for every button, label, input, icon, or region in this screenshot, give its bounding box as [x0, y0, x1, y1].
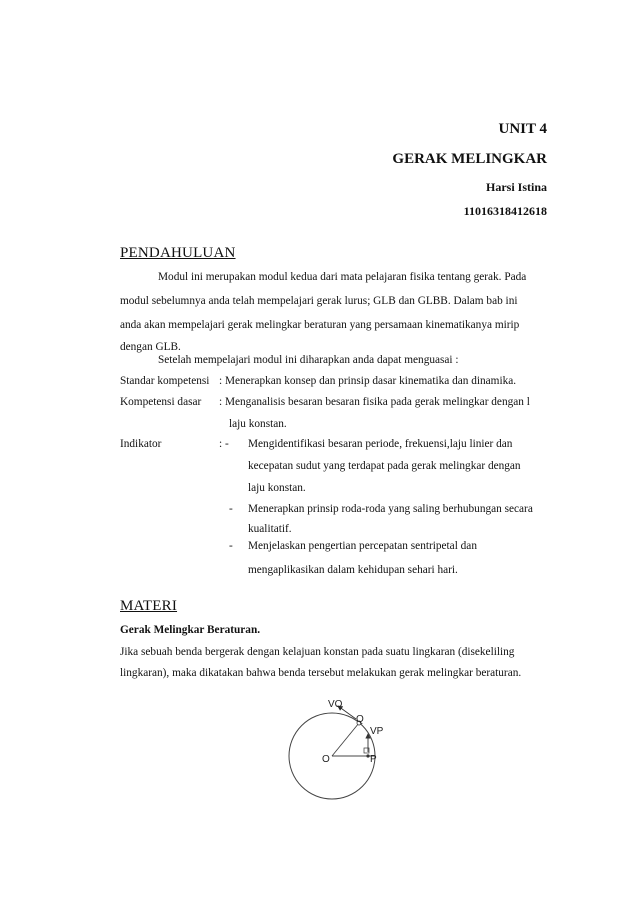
indicator-3-line: mengaplikasikan dalam kehidupan sehari hari. [248, 564, 458, 576]
intro-paragraph-2: Setelah mempelajari modul ini diharapkan anda dapat menguasai : [158, 354, 459, 366]
label-q: Q [356, 714, 364, 725]
indikator-label: Indikator [120, 438, 162, 450]
materi-subheading: Gerak Melingkar Beraturan. [120, 624, 261, 636]
kd-text-cont: laju konstan. [229, 418, 287, 430]
label-vq: VQ [328, 699, 343, 710]
document-title: GERAK MELINGKAR [392, 151, 547, 167]
radius-oq [332, 723, 359, 756]
indikator-colon: : - [219, 438, 229, 450]
indicator-2-line: Menerapkan prinsip roda-roda yang saling berhubungan secara [248, 503, 533, 515]
materi-paragraph-line: lingkaran), maka dikatakan bahwa benda tersebut melakukan gerak melingkar beraturan. [120, 667, 522, 679]
intro-paragraph-line: Modul ini merupakan modul kedua dari mata pelajaran fisika tentang gerak. Pada [158, 271, 527, 283]
indicator-1-line: kecepatan sudut yang terdapat pada gerak melingkar dengan [248, 460, 521, 472]
indicator-2-line: kualitatif. [248, 523, 292, 535]
intro-paragraph-line: dengan GLB. [120, 341, 181, 353]
author-id: 11016318412618 [463, 204, 547, 218]
author-name: Harsi Istina [485, 180, 547, 194]
circular-motion-figure [282, 692, 392, 802]
label-o: O [322, 754, 330, 765]
indicator-3-dash: - [229, 540, 233, 552]
unit-number: UNIT 4 [498, 121, 547, 137]
intro-paragraph-line: modul sebelumnya anda telah mempelajari gerak lurus; GLB dan GLBB. Dalam bab ini [120, 295, 518, 307]
sk-label: Standar kompetensi [120, 375, 210, 387]
materi-paragraph-line: Jika sebuah benda bergerak dengan kelajuan konstan pada suatu lingkaran (disekeliling [120, 646, 515, 658]
kd-text: : Menganalisis besaran besaran fisika pada gerak melingkar dengan l [219, 396, 530, 408]
section-heading-pendahuluan: PENDAHULUAN [120, 245, 236, 261]
sk-text: : Menerapkan konsep dan prinsip dasar kinematika dan dinamika. [219, 375, 517, 387]
label-p: P [370, 754, 377, 765]
kd-label: Kompetensi dasar [120, 396, 202, 408]
section-heading-materi: MATERI [120, 598, 178, 614]
label-vp: VP [370, 726, 384, 737]
indicator-1-line: Mengidentifikasi besaran periode, frekuensi,laju linier dan [248, 438, 513, 450]
intro-paragraph-line: anda akan mempelajari gerak melingkar beraturan yang persamaan kinematikanya mirip [120, 319, 520, 331]
indicator-3-line: Menjelaskan pengertian percepatan sentripetal dan [248, 540, 477, 552]
indicator-1-line: laju konstan. [248, 482, 306, 494]
indicator-2-dash: - [229, 503, 233, 515]
